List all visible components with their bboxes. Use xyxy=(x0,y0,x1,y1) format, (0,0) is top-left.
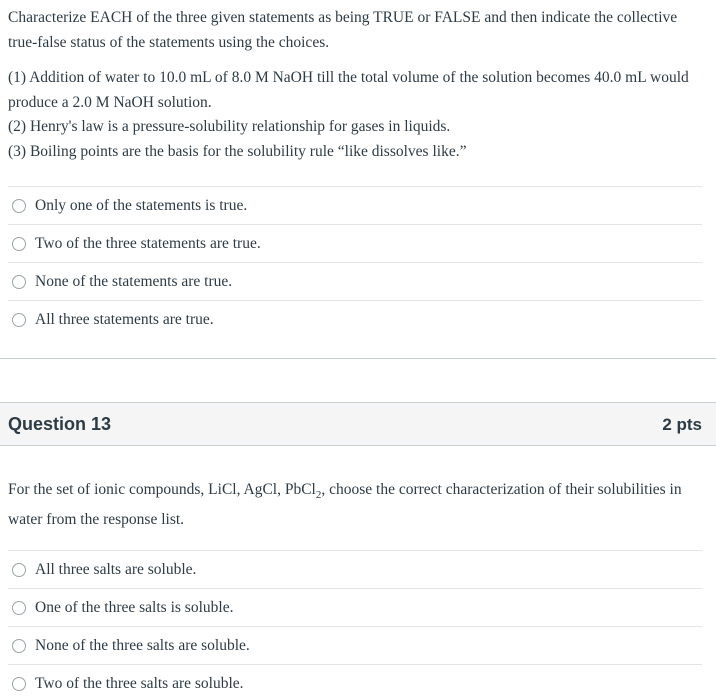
answer-label: Only one of the statements is true. xyxy=(35,196,248,214)
answer-label: All three statements are true. xyxy=(35,310,214,328)
question-12-intro xyxy=(8,6,704,55)
answer-option[interactable] xyxy=(8,300,702,338)
subscript: 2 xyxy=(315,489,322,502)
statement-3: (3) Boiling points are the basis for the solubility rule “like dissolves like.” xyxy=(8,142,467,160)
question-title: Question 13 xyxy=(8,414,112,434)
radio-button[interactable] xyxy=(12,275,26,289)
question-points: 2 pts xyxy=(662,415,702,434)
answer-option[interactable] xyxy=(8,588,702,626)
question-13-text xyxy=(8,478,704,532)
radio-button[interactable] xyxy=(12,563,26,577)
question-13-prompt xyxy=(8,478,704,532)
prompt-text-before: For the set of ionic compounds, LiCl, AgCl, PbCl xyxy=(8,481,316,498)
radio-button[interactable] xyxy=(12,237,26,251)
prompt-text-after: , choose the correct characterization of their solubilities in water from the response list. xyxy=(8,481,682,528)
answer-label: None of the three salts are soluble. xyxy=(35,636,250,654)
answer-label: Two of the three statements are true. xyxy=(35,234,261,252)
answer-label: None of the statements are true. xyxy=(35,272,233,290)
radio-button[interactable] xyxy=(12,199,26,213)
question-13-answer-list xyxy=(8,550,702,700)
radio-button[interactable] xyxy=(12,601,26,615)
statement-1: (1) Addition of water to 10.0 mL of 8.0 M NaOH till the total volume of the solution becomes 40.0 mL would produce a 2.0 M NaOH solution. xyxy=(8,69,689,111)
question-divider xyxy=(0,358,716,359)
answer-label: Two of the three salts are soluble. xyxy=(35,674,244,692)
question-13-header xyxy=(0,402,716,446)
question-12-intro-text: Characterize EACH of the three given statements as being TRUE or FALSE and then indicate the collective true-false status of the statements using the choices. xyxy=(8,9,678,51)
radio-button[interactable] xyxy=(12,677,26,691)
answer-option[interactable] xyxy=(8,262,702,300)
answer-label: One of the three salts is soluble. xyxy=(35,598,234,616)
radio-button[interactable] xyxy=(12,639,26,653)
statement-2: (2) Henry's law is a pressure-solubility relationship for gases in liquids. xyxy=(8,118,451,135)
answer-option[interactable] xyxy=(8,664,702,700)
radio-button[interactable] xyxy=(12,313,26,327)
answer-option[interactable] xyxy=(8,626,702,664)
answer-option[interactable] xyxy=(8,550,702,588)
question-12-answer-list xyxy=(8,186,702,338)
question-12-statements xyxy=(8,66,704,164)
answer-option[interactable] xyxy=(8,224,702,262)
answer-label: All three salts are soluble. xyxy=(35,560,197,578)
answer-option[interactable] xyxy=(8,186,702,224)
